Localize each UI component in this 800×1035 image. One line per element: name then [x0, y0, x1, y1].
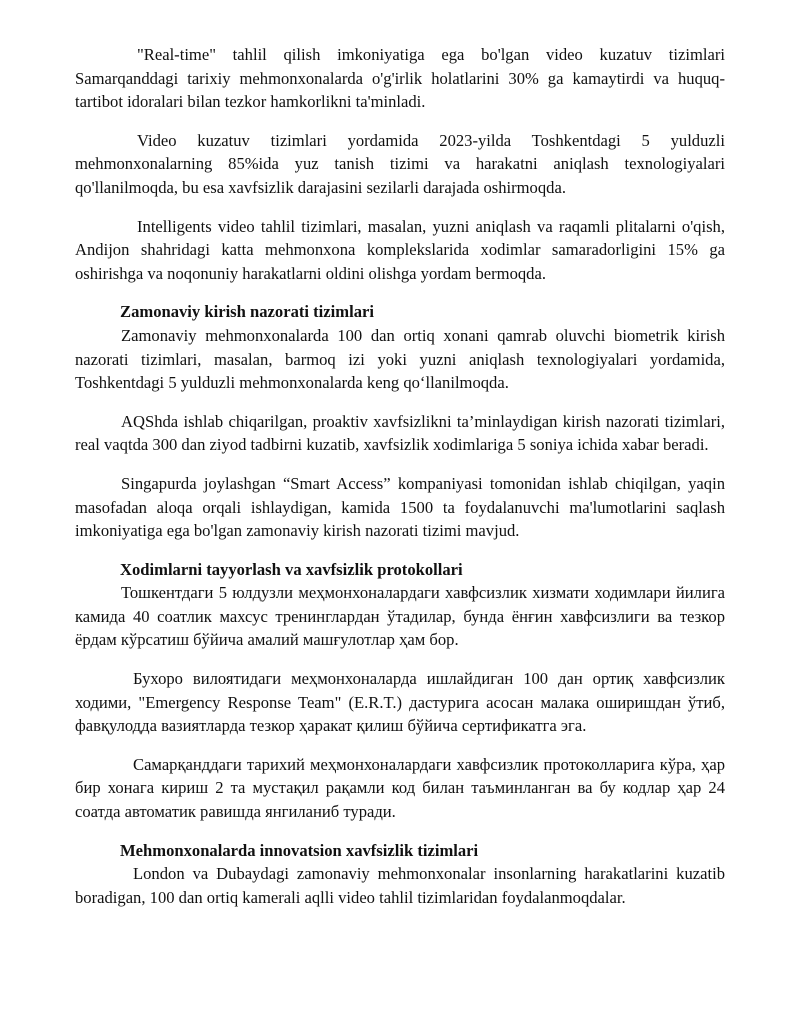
paragraph-london-dubai: London va Dubaydagi zamonaviy mehmonxonalar insonlarning harakatlarini kuzatib boradigan, 100 dan ortiq kamerali aqlli video tahlil tizimlaridan foydalanmoqdalar. [75, 864, 725, 907]
paragraph-bukhara-ert: Бухоро вилоятидаги меҳмонхоналарда ишлайдиган 100 дан ортиқ хавфсизлик ходими, "Emergency Response Team" (E.R.T.) дастурига асосан малака оширишдан ўтиб, фавқулодда вазиятларда тезкор ҳаракат қилиш бўйича сертификатга эга. [75, 669, 725, 736]
heading-innovative-security: Mehmonxonalarda innovatsion xavfsizlik tizimlari [120, 840, 479, 860]
paragraph-tashkent-staff-training: Тошкентдаги 5 юлдузли меҳмонхоналардаги хавфсизлик хизмати ходимлари йилига камида 40 соатлик махсус тренинглардан ўтадилар, бунда ёнғин хавфсизлиги ва тезкор ёрдам кўрсатиш бўйича амалий машғулотлар ҳам бор. [75, 583, 725, 650]
paragraph-usa-proactive-access: AQShda ishlab chiqarilgan, proaktiv xavfsizlikni ta’minlaydigan kirish nazorati tizimlari, real vaqtda 300 dan ziyod tadbirni kuzatib, xavfsizlik xodimlariga 5 soniya ichida xabar beradi. [75, 411, 725, 455]
paragraph-andijan-intelligent-analysis: Intelligents video tahlil tizimlari, masalan, yuzni aniqlash va raqamli plitalarni o'qish, Andijon shahridagi katta mehmonxona komplekslarida xodimlar samaradorligini 15% ga oshirishga va noqonuniy harakatlarni oldini olishga yordam bermoqda. [75, 216, 725, 283]
paragraph-singapore-smart-access: Singapurda joylashgan “Smart Access” kompaniyasi tomonidan ishlab chiqilgan, yaqin masofadan aloqa orqali ishlaydigan, kamida 1500 ta foydalanuvchi ma'lumotlarini saqlash imkoniyatiga ega bo'lgan zamonaviy kirish nazorati tizimi mavjud. [75, 473, 725, 541]
paragraph-biometric-access: Zamonaviy mehmonxonalarda 100 dan ortiq xonani qamrab oluvchi biometrik kirish nazorati tizimlari, masalan, barmoq izi yoki yuzni aniqlash texnologiyalari yordamida, Toshkentdagi 5 yulduzli mehmonxonalarda keng qo‘llanilmoqda. [75, 325, 725, 393]
heading-access-control: Zamonaviy kirish nazorati tizimlari [120, 302, 374, 322]
heading-staff-training: Xodimlarni tayyorlash va xavfsizlik protokollari [120, 559, 463, 579]
paragraph-samarkand-protocols: Самарқанддаги тарихий меҳмонхоналардаги хавфсизлик протоколларига кўра, ҳар бир хонага кириш 2 та мустақил рақамли код билан таъминланган ва бу кодлар ҳар 24 соатда автоматик равишда янгиланиб туради. [75, 754, 725, 822]
paragraph-realtime-video: "Real-time" tahlil qilish imkoniyatiga ega bo'lgan video kuzatuv tizimlari Samarqanddagi tarixiy mehmonxonalarda o'g'irlik holatlarini 30% ga kamaytirdi va huquq-tartibot idoralari bilan tezkor hamkorlikni ta'minladi. [75, 45, 725, 112]
document-page [75, 43, 725, 909]
paragraph-tashkent-face-recognition: Video kuzatuv tizimlari yordamida 2023-yilda Toshkentdagi 5 yulduzli mehmonxonalarning 85%ida yuz tanish tizimi va harakatni aniqlash texnologiyalari qo'llanilmoqda, bu esa xavfsizlik darajasini sezilarli darajada oshirmoqda. [75, 130, 725, 197]
